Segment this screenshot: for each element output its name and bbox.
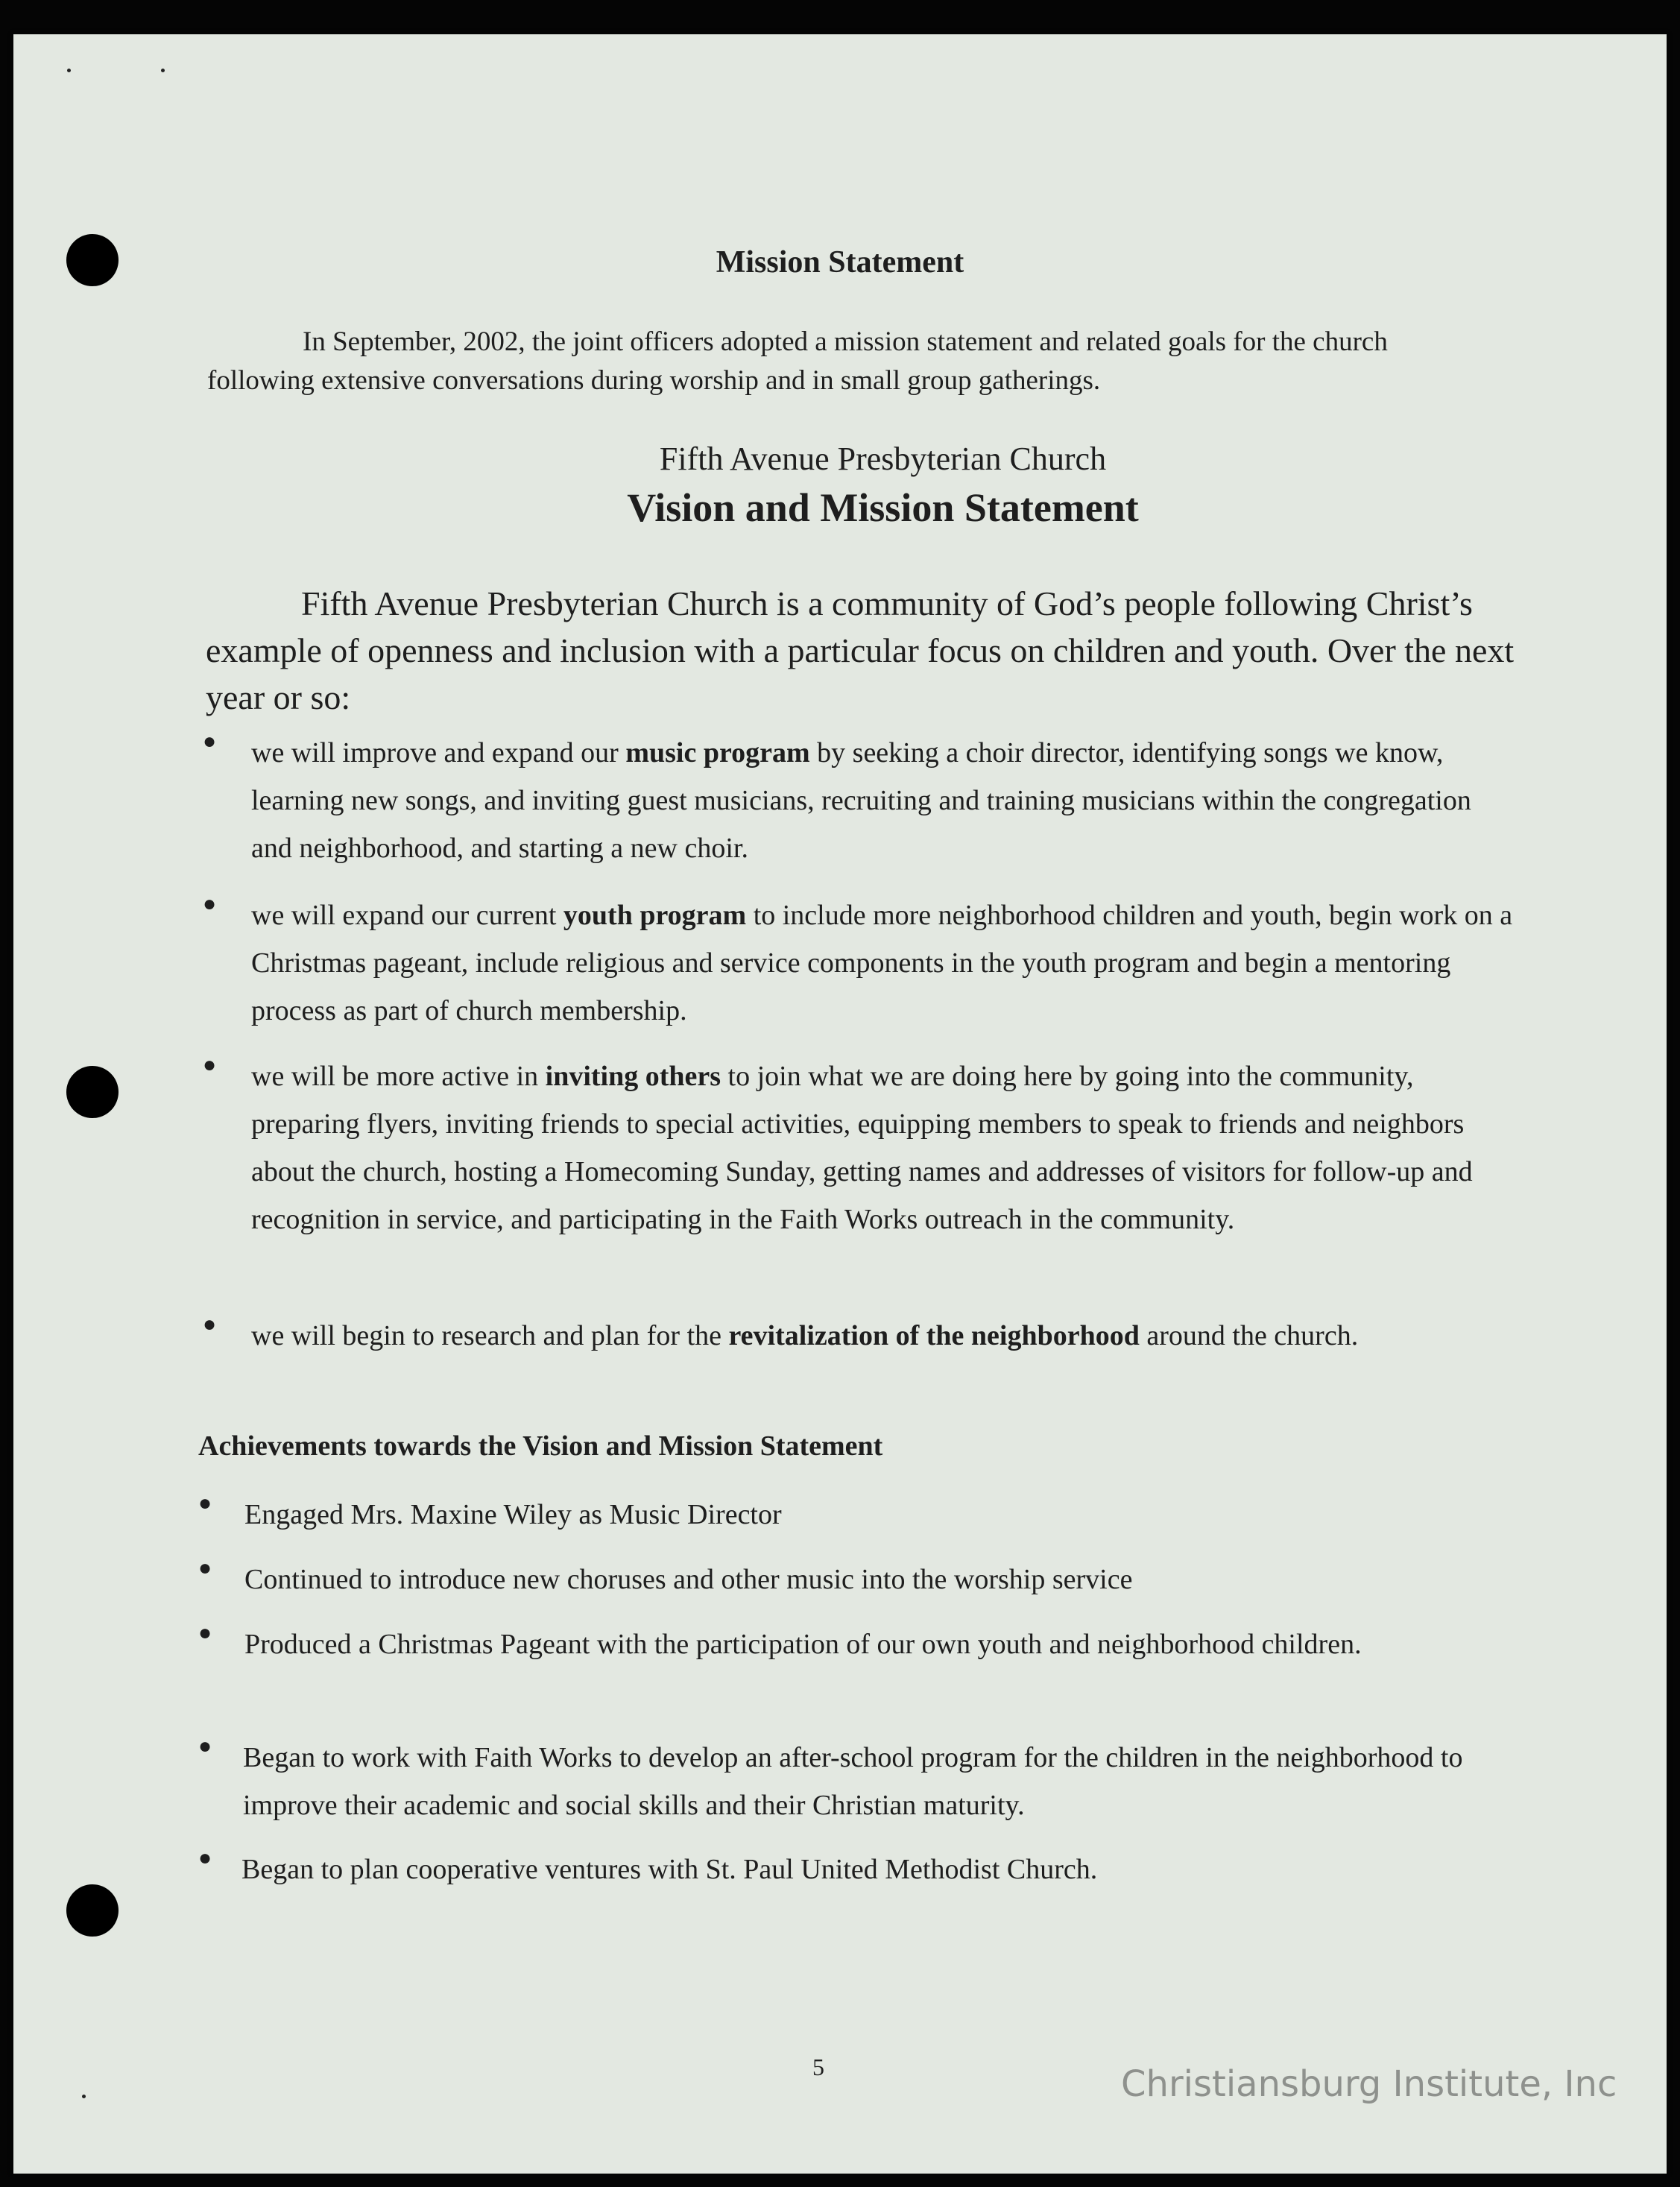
intro-paragraph bbox=[207, 323, 1482, 400]
goal-highlight: music program bbox=[625, 737, 810, 769]
bullet: ● bbox=[198, 1556, 212, 1580]
achievement-text: Continued to introduce new choruses and other music into the worship service bbox=[244, 1564, 1133, 1595]
section-title: Mission Statement bbox=[716, 245, 964, 280]
bullet: ● bbox=[198, 1846, 212, 1870]
achievement-text: Began to work with Faith Works to develop an after-school program for the children in the neighborhood to improve their academic and social skills and their Christian maturity. bbox=[243, 1742, 1463, 1821]
achievements-title: Achievements towards the Vision and Mission Statement bbox=[198, 1430, 883, 1462]
goal-highlight: inviting others bbox=[545, 1061, 721, 1092]
statement-lead bbox=[206, 580, 1518, 721]
bullet: ● bbox=[203, 729, 217, 754]
statement-title: Vision and Mission Statement bbox=[627, 485, 1139, 530]
goal-text: we will begin to research and plan for the revitalization of the neighborhood around the church. bbox=[251, 1320, 1359, 1351]
bullet: ● bbox=[198, 1734, 212, 1758]
page-number: 5 bbox=[812, 2054, 824, 2080]
scan-speck bbox=[161, 69, 165, 72]
bullet: ● bbox=[198, 1491, 212, 1515]
punch-hole-bottom bbox=[66, 1884, 119, 1937]
bullet: ● bbox=[198, 1620, 212, 1645]
bullet: ● bbox=[203, 1053, 217, 1077]
bullet: ● bbox=[203, 1312, 217, 1336]
scan-speck bbox=[67, 69, 71, 72]
achievement-text: Began to plan cooperative ventures with St. Paul United Methodist Church. bbox=[241, 1854, 1098, 1885]
intro-text: In September, 2002, the joint officers adopted a mission statement and related goals for the church following extensive conversations during worship and in small group gatherings. bbox=[207, 326, 1388, 396]
bullet: ● bbox=[203, 891, 217, 916]
achievement-text: Produced a Christmas Pageant with the participation of our own youth and neighborhood children. bbox=[244, 1629, 1362, 1660]
scan-speck bbox=[82, 2095, 86, 2098]
goal-highlight: youth program bbox=[563, 900, 747, 931]
statement-lead-text: Fifth Avenue Presbyterian Church is a community of God’s people following Christ’s example of openness and inclusion with a particular focus on children and youth. Over the next year or so: bbox=[206, 584, 1515, 716]
achievement-text: Engaged Mrs. Maxine Wiley as Music Director bbox=[244, 1499, 782, 1530]
church-name: Fifth Avenue Presbyterian Church bbox=[659, 441, 1107, 477]
goal-text: we will expand our current youth program to include more neighborhood children and youth, begin work on a Christmas pageant, include religious and service components in the youth program and begin a mentoring process as part of church membership. bbox=[251, 900, 1513, 1026]
goal-text: we will improve and expand our music program by seeking a choir director, identifying songs we know, learning new songs, and inviting guest musicians, recruiting and training musicians within the congregation and neighborhood, and starting a new choir. bbox=[251, 737, 1471, 864]
punch-hole-middle bbox=[66, 1066, 119, 1118]
goal-highlight: revitalization of the neighborhood bbox=[728, 1320, 1140, 1351]
goal-text: we will be more active in inviting others to join what we are doing here by going into the community, preparing flyers, inviting friends to special activities, equipping members to speak to friends and neighbors about the church, hosting a Homecoming Sunday, getting names and addresses of visitors for follow-up and recognition in service, and participating in the Faith Works outreach in the community. bbox=[251, 1061, 1473, 1235]
watermark: Christiansburg Institute, Inc bbox=[1121, 2063, 1617, 2105]
